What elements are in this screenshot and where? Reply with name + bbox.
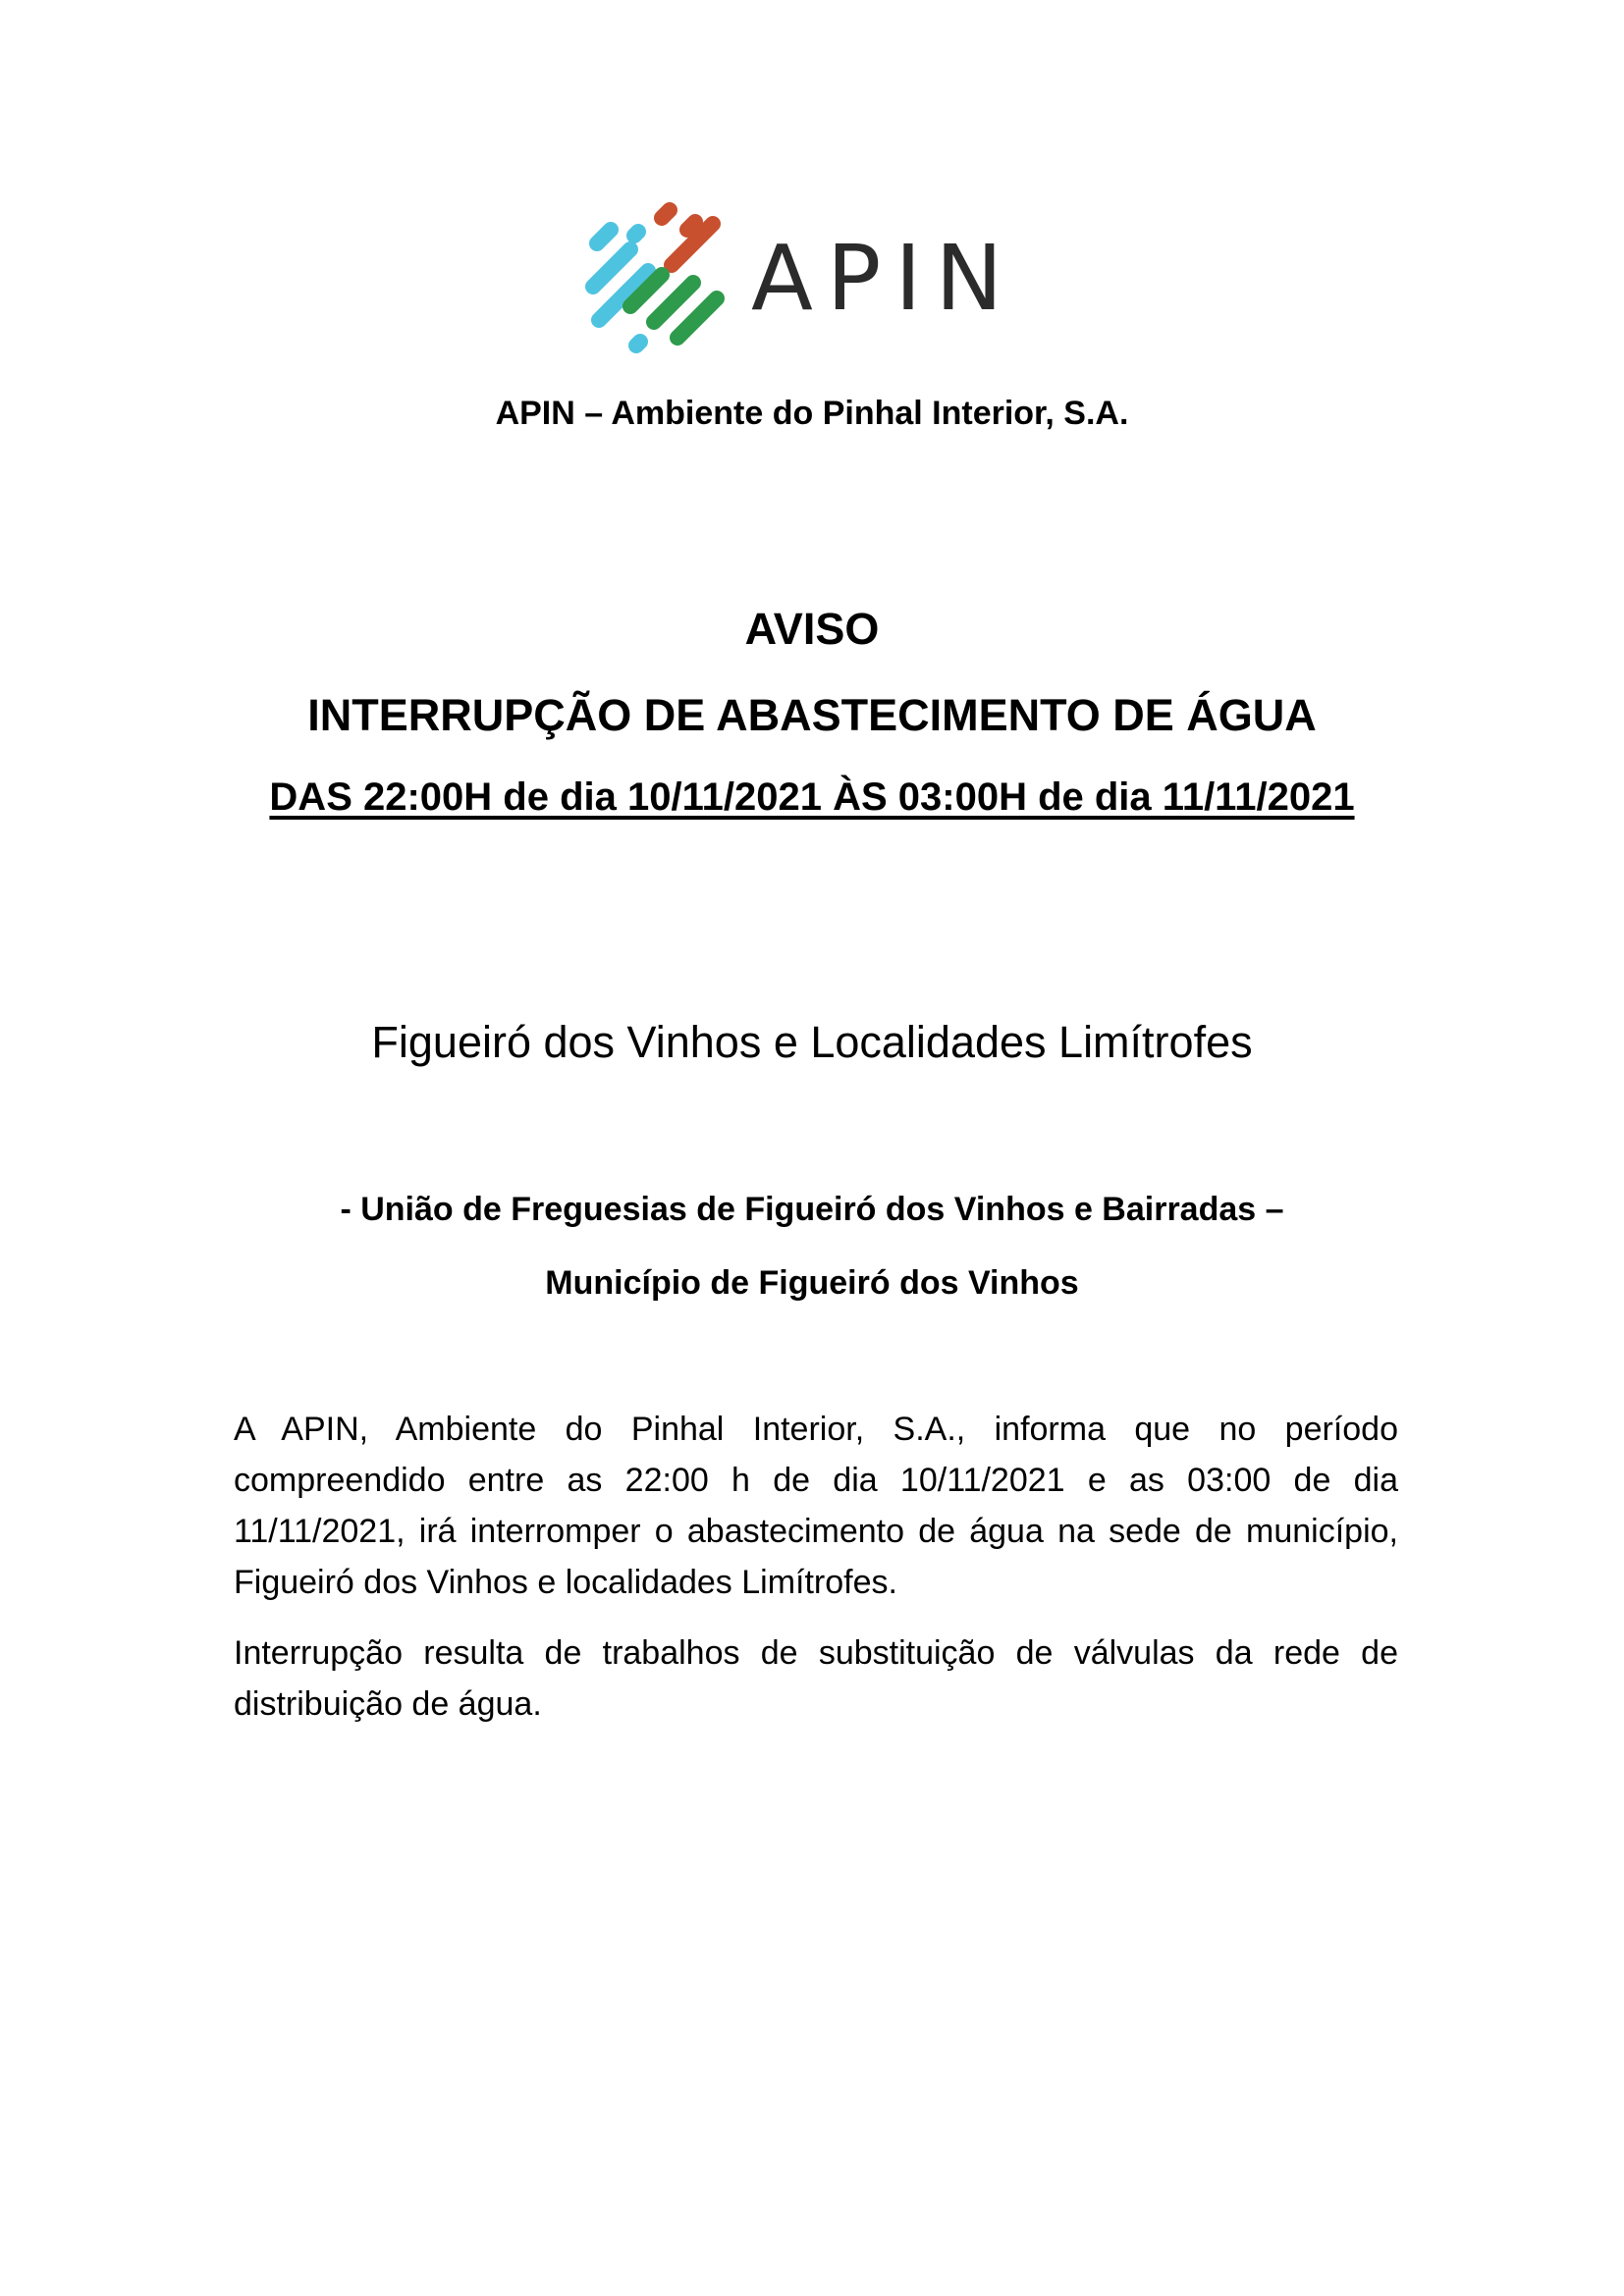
freguesia-line: - União de Freguesias de Figueiró dos Vinhos e Bairradas – <box>340 1191 1284 1228</box>
location-heading: Figueiró dos Vinhos e Localidades Limítrofes <box>371 1017 1253 1067</box>
municipio-line: Município de Figueiró dos Vinhos <box>545 1264 1079 1302</box>
notice-title: INTERRUPÇÃO DE ABASTECIMENTO DE ÁGUA <box>307 690 1317 740</box>
apin-logo-text: APIN <box>751 226 1017 331</box>
apin-logo-icon <box>579 196 736 363</box>
apin-logo <box>579 196 1017 363</box>
body-paragraph-2: Interrupção resulta de trabalhos de substituição de válvulas da rede de distribuição de água. <box>234 1634 1398 1723</box>
company-name: APIN – Ambiente do Pinhal Interior, S.A. <box>495 395 1129 432</box>
notice-dates: DAS 22:00H de dia 10/11/2021 ÀS 03:00H de dia 11/11/2021 <box>269 775 1355 819</box>
body-paragraph-1: A APIN, Ambiente do Pinhal Interior, S.A., informa que no período compreendido entre as 22:00 h de dia 10/11/2021 e as 03:00 de dia 11/11/2021, irá interromper o abastecimento de água na sede de município, Figueiró dos Vinhos e localidades Limítrofes. <box>234 1411 1398 1601</box>
notice-label: AVISO <box>744 604 880 654</box>
